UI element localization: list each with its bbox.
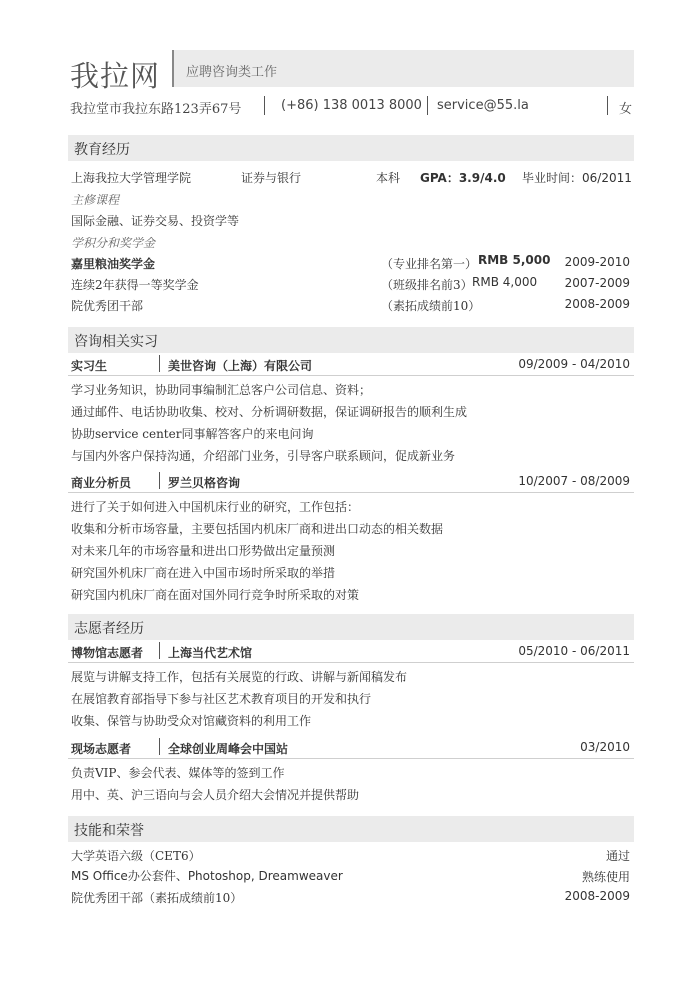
award-name: 嘉里粮油奖学金 — [71, 257, 156, 271]
volunteer-org: 上海当代艺术馆 — [168, 646, 253, 660]
job-duty: 研究国内机床厂商在面对国外同行竞争时所采取的对策 — [71, 588, 360, 602]
skill-value: 通过 — [605, 849, 630, 863]
award-note: （专业排名第一） — [381, 257, 478, 271]
section-volunteer — [68, 614, 634, 640]
job-duty: 通过邮件、电话协助收集、校对、分析调研数据，保证调研报告的顺利生成 — [71, 405, 468, 419]
volunteer-duty: 展览与讲解支持工作，包括有关展览的行政、讲解与新闻稿发布 — [71, 670, 408, 684]
school-name: 上海我拉大学管理学院 — [71, 171, 192, 185]
volunteer-duty: 用中、英、沪三语向与会人员介绍大会情况并提供帮助 — [71, 788, 360, 802]
volunteer-duty: 在展馆教育部指导下参与社区艺术教育项目的开发和执行 — [71, 692, 372, 706]
email: service@55.la — [437, 98, 529, 113]
divider — [68, 758, 634, 759]
job-dates: 10/2007 - 08/2009 — [518, 474, 630, 488]
address: 我拉堂市我拉东路123弄67号 — [70, 102, 242, 117]
candidate-name: 我拉网 — [70, 59, 161, 93]
major: 证券与银行 — [241, 171, 302, 185]
volunteer-dates: 05/2010 - 06/2011 — [518, 644, 630, 658]
skill-name: 院优秀团干部（素拓成绩前10） — [71, 891, 243, 905]
role-divider — [159, 355, 160, 372]
volunteer-role: 博物馆志愿者 — [71, 646, 144, 660]
job-role: 商业分析员 — [71, 476, 132, 490]
section-title: 志愿者经历 — [74, 621, 144, 637]
role-divider — [159, 738, 160, 755]
volunteer-dates: 03/2010 — [580, 740, 630, 754]
divider — [68, 662, 634, 663]
section-education — [68, 135, 634, 161]
award-years: 2009-2010 — [564, 255, 630, 269]
award-years: 2008-2009 — [564, 297, 630, 311]
contact-divider — [264, 96, 265, 115]
job-dates: 09/2009 - 04/2010 — [518, 357, 630, 371]
divider — [68, 492, 634, 493]
section-title: 技能和荣誉 — [74, 823, 144, 839]
contact-divider — [427, 96, 428, 115]
gender: 女 — [619, 102, 633, 117]
job-target-bar — [172, 50, 634, 87]
section-internship — [68, 327, 634, 353]
job-target: 应聘咨询类工作 — [186, 65, 278, 80]
job-duty: 收集和分析市场容量，主要包括国内机床厂商和进出口动态的相关数据 — [71, 522, 444, 536]
award-name: 院优秀团干部 — [71, 299, 144, 313]
divider — [68, 375, 634, 376]
award-amount: RMB 4,000 — [472, 275, 538, 289]
phone: (+86) 138 0013 8000 — [281, 98, 422, 113]
section-skills — [68, 816, 634, 842]
award-years: 2007-2009 — [564, 276, 630, 290]
job-duty: 进行了关于如何进入中国机床行业的研究，工作包括： — [71, 500, 360, 514]
volunteer-duty: 负责VIP、参会代表、媒体等的签到工作 — [71, 766, 285, 780]
skill-name: 大学英语六级（CET6） — [71, 849, 201, 863]
skill-value: 熟练使用 — [581, 870, 630, 884]
gpa: GPA：3.9/4.0 — [420, 171, 506, 185]
award-note: （班级排名前3） — [381, 278, 473, 292]
section-title: 咨询相关实习 — [74, 334, 158, 350]
job-company: 罗兰贝格咨询 — [168, 476, 241, 490]
job-duty: 对未来几年的市场容量和进出口形势做出定量预测 — [71, 544, 336, 558]
courses-label: 主修课程 — [71, 193, 120, 207]
job-duty: 与国内外客户保持沟通，介绍部门业务，引导客户联系顾问，促成新业务 — [71, 449, 456, 463]
job-role: 实习生 — [71, 359, 108, 373]
contact-divider — [607, 96, 608, 115]
award-note: （素拓成绩前10） — [381, 299, 481, 313]
role-divider — [159, 642, 160, 659]
volunteer-duty: 收集、保管与协助受众对馆藏资料的利用工作 — [71, 714, 312, 728]
award-amount: RMB 5,000 — [478, 253, 551, 267]
skill-value: 2008-2009 — [564, 889, 630, 903]
job-company: 美世咨询（上海）有限公司 — [168, 359, 313, 373]
volunteer-role: 现场志愿者 — [71, 742, 132, 756]
awards-label: 学积分和奖学金 — [71, 236, 156, 250]
skill-name: MS Office办公套件、Photoshop, Dreamweaver — [71, 869, 343, 883]
job-duty: 协助service center同事解答客户的来电问询 — [71, 427, 314, 441]
degree: 本科 — [376, 171, 401, 185]
courses: 国际金融、证券交易、投资学等 — [71, 214, 240, 228]
job-duty: 研究国外机床厂商在进入中国市场时所采取的举措 — [71, 566, 336, 580]
award-name: 连续2年获得一等奖学金 — [71, 278, 199, 292]
volunteer-org: 全球创业周峰会中国站 — [168, 742, 289, 756]
section-title: 教育经历 — [74, 142, 130, 158]
graduation-date: 毕业时间：06/2011 — [522, 171, 632, 185]
job-duty: 学习业务知识，协助同事编制汇总客户公司信息、资料； — [71, 383, 372, 397]
role-divider — [159, 472, 160, 489]
